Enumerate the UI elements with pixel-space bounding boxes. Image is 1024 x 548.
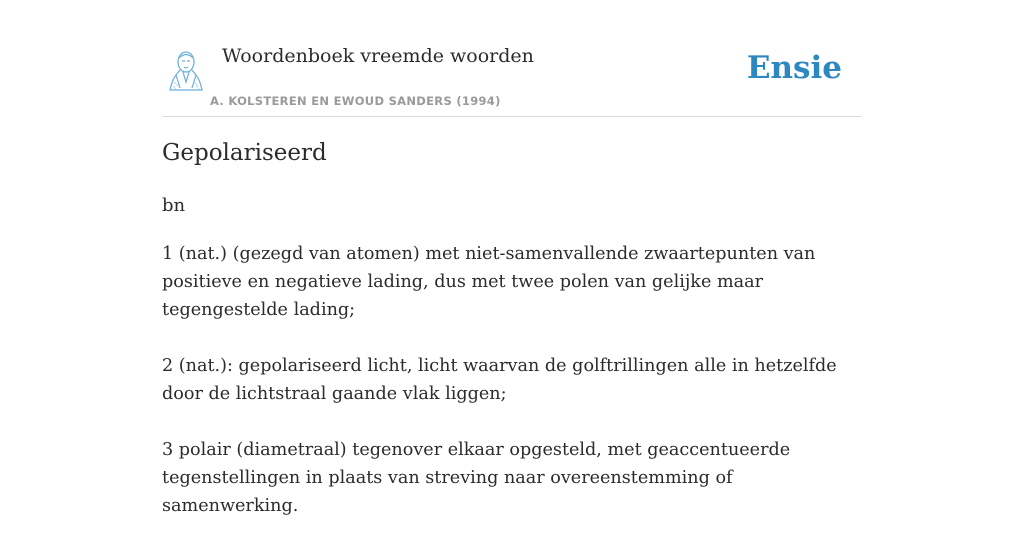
definition-item: 3 polair (diametraal) tegenover elkaar opgesteld, met geaccentueerde tegenstellingen in plaats van streving naar overeenstemming of samenwerking. [162,440,791,516]
ensie-logo[interactable]: Ensie [746,50,842,86]
source-header [162,0,862,117]
author-portrait-icon[interactable] [166,48,206,92]
entry-card [162,0,862,516]
definition-item: 2 (nat.): gepolariseerd licht, licht waarvan de golftrillingen alle in hetzelfde door de lichtstraal gaande vlak liggen; [162,356,837,404]
definition-list [162,240,862,548]
definition-item: 1 (nat.) (gezegd van atomen) met niet-samenvallende zwaartepunten van positieve en negatieve lading, dus met twee polen van gelijke maar tegengestelde lading; [162,244,816,320]
part-of-speech: bn [162,195,186,216]
book-authors: A. KOLSTEREN EN EWOUD SANDERS (1994) [210,94,501,108]
book-title[interactable]: Woordenboek vreemde woorden [222,45,534,67]
entry-term: Gepolariseerd [162,140,327,166]
